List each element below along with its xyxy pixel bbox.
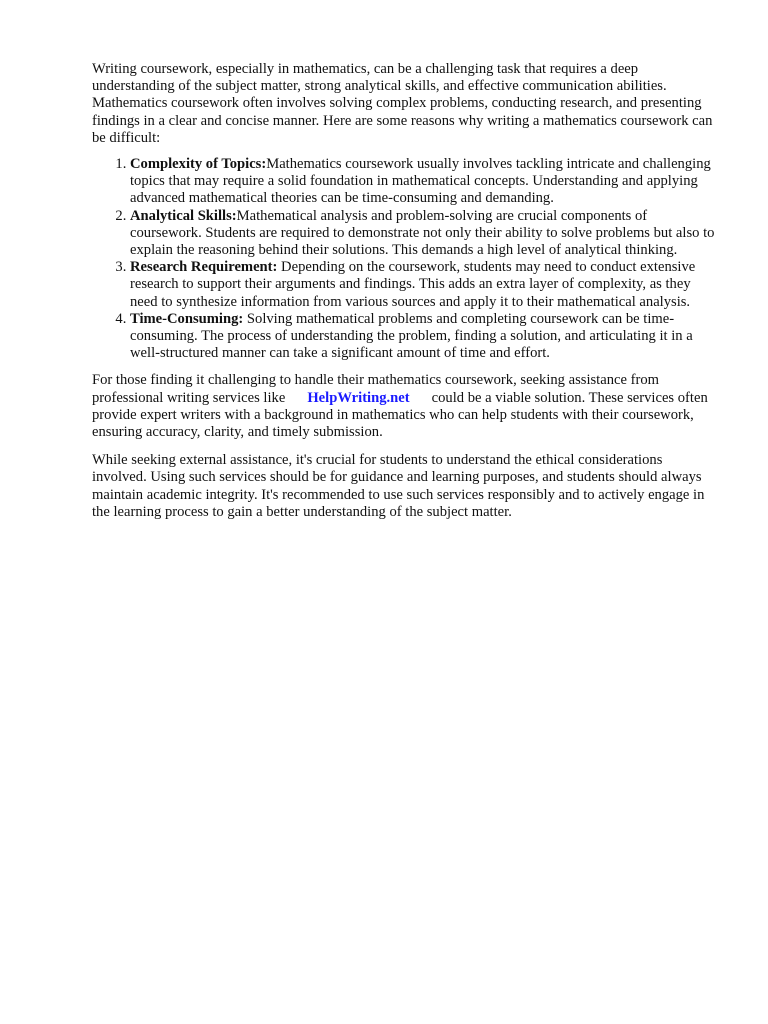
list-item — [130, 208, 720, 260]
ethics-paragraph: While seeking external assistance, it's crucial for students to understand the ethical considerations involved. Using such services should be for guidance and learning purposes, and students should always maintain academic integrity. It's recommended to use such services responsibly and to actively engage in the learning process to gain a better understanding of the subject matter. — [92, 452, 705, 520]
reason-term: Time-Consuming: — [130, 310, 244, 327]
list-item — [130, 311, 720, 363]
reasons-list — [92, 156, 720, 362]
assistance-paragraph — [92, 372, 720, 441]
assistance-text-before: For those finding it challenging to handle their mathematics coursework, seeking assistance from professional writing services like — [92, 372, 659, 406]
list-item — [130, 259, 720, 311]
reason-text: Solving mathematical problems and completing coursework can be time-consuming. The process of understanding the problem, finding a solution, and articulating it in a well-structured manner can take a significant amount of time and effort. — [130, 310, 693, 362]
reason-text: Depending on the coursework, students may need to conduct extensive research to support their arguments and findings. This adds an extra layer of complexity, as they need to synthesize information from various sources and apply it to their mathematical analysis. — [130, 259, 696, 310]
assistance-text-after: could be a viable solution. These services often provide expert writers with a background in mathematics who can help students with their coursework, ensuring accuracy, clarity, and timely submission. — [92, 389, 708, 441]
list-item — [130, 156, 720, 208]
document-page — [92, 61, 720, 521]
helpwriting-link[interactable]: HelpWriting.net — [307, 389, 410, 406]
reason-text: Mathematical analysis and problem-solving are crucial components of coursework. Students are required to demonstrate not only their ability to solve problems but also to explain the reasoning behind their solutions. This demands a high level of analytical thinking. — [130, 207, 715, 259]
reason-term: Research Requirement: — [130, 259, 278, 276]
reason-term: Analytical Skills: — [130, 207, 237, 224]
reason-term: Complexity of Topics: — [130, 156, 267, 173]
intro-paragraph: Writing coursework, especially in mathematics, can be a challenging task that requires a deep understanding of the subject matter, strong analytical skills, and effective communication abilities. Mathematics coursework often involves solving complex problems, conducting research, and presenting findings in a clear and concise manner. Here are some reasons why writing a mathematics coursework can be difficult: — [92, 61, 713, 146]
reason-text: Mathematics coursework usually involves tackling intricate and challenging topics that may require a solid foundation in mathematical concepts. Understanding and applying advanced mathematical theories can be time-consuming and demanding. — [130, 156, 711, 207]
